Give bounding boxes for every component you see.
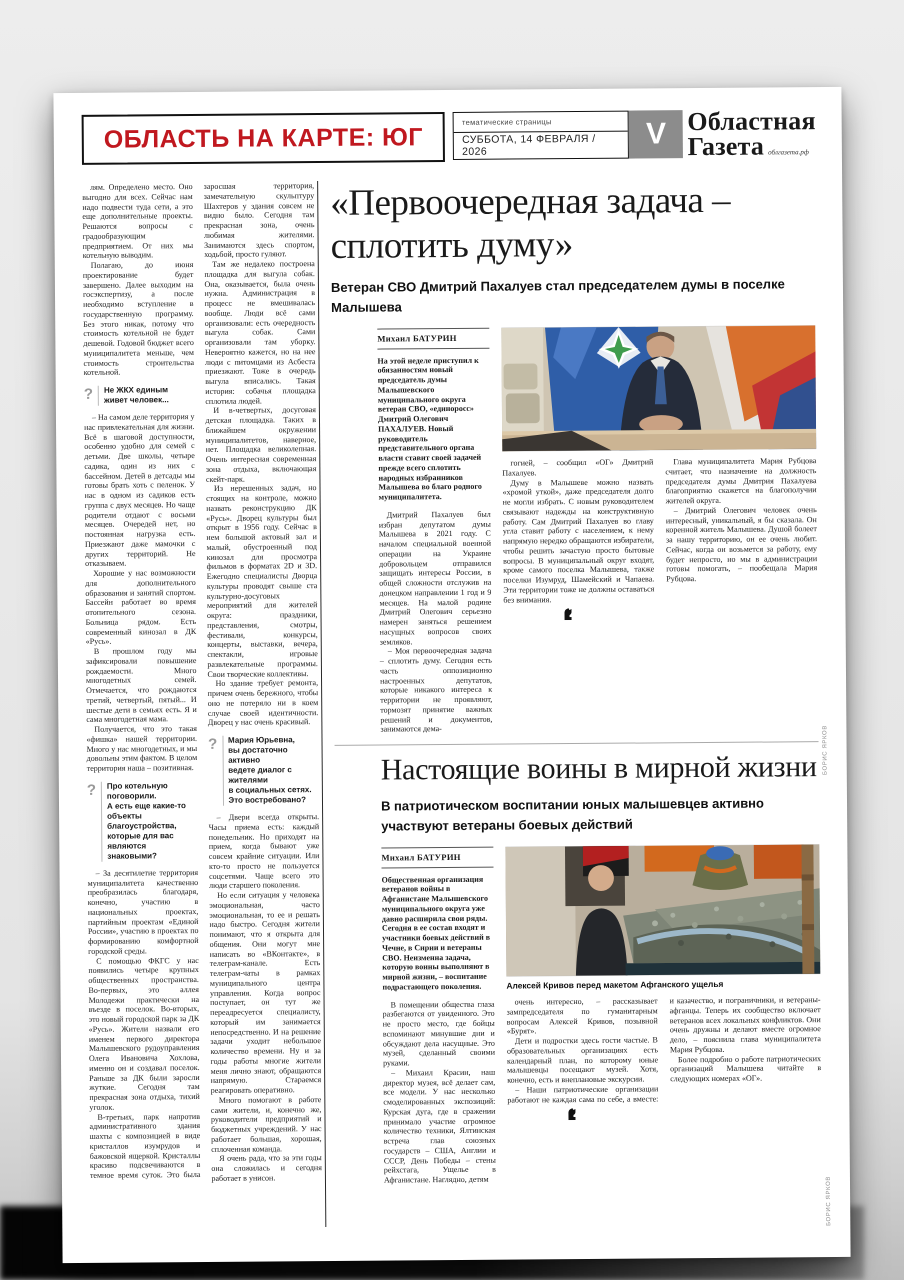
paragraph: Более подробно о работе патриотических организаций Малышева читайте в следующих номерах «ОГ».	[670, 1053, 822, 1084]
paragraph: Там же недалеко построена площадка для выгула собак. Она, оказывается, была очень нужна. Администрация в процесс не вмешивалась вообще. Люди всё сами организовали: есть очередность выгула собак. Сами организовали там уборку. Невероятно кажется, но на нее люди с питомцами из Асбеста приезжают. Тоже в очередь выгула вписались. Такая история: собачья площадка сплотила людей.	[204, 259, 316, 406]
question-mark-icon: ?	[207, 735, 218, 753]
article1-subtitle: Ветеран СВО Дмитрий Пахалуев стал председателем думы в поселке Малышева	[330, 276, 785, 315]
article-divider	[335, 741, 819, 746]
section-title: ОБЛАСТЬ НА КАРТЕ: ЮГ	[103, 122, 424, 154]
question-block-3	[208, 735, 319, 806]
question-title: Мария Юрьевна, вы достаточно активно ведете диалог с жителями в социальных сетях. Это востребовано?	[228, 735, 312, 805]
question-title: Не ЖКХ единым живет человек...	[103, 385, 169, 405]
paragraph: Полагаю, до июня проектирование будет завершено. Далее выходим на госэкспертизу, а после необходимо вступление в государственную программу. Без этого никак, потому что стоимость котельной не будет дешевой. Годовой бюджет всего муниципалитета меньше, чем стоимость строительства котельной.	[82, 260, 195, 378]
photo-aleksey-krivov-diorama	[505, 844, 820, 976]
article1-headline: «Первоочередная задача – сплотить думу»	[330, 179, 731, 267]
paragraph: – Михаил Красин, наш директор музея, всё делает сам, все модели. У нас несколько смоделированных экспозиций: Курская дуга, где в сражении принимало участие огромное количество техники, Ялтинская встреча глав союзных государств – США, Англии и СССР, День Победы – стены рейхстага, Ущелье в Афганистане. Наглядно, детям	[383, 1067, 496, 1185]
paragraph: лям. Определено место. Оно выгодно для всех. Сейчас нам надо подвести туда сети, а это еще дополнительные проекты. Решаются вопросы с градообразующим предприятием. От них мы котельную выводим.	[82, 182, 194, 261]
article2-after-photo	[507, 995, 822, 1105]
article2-first-column	[381, 847, 496, 1186]
article2-paragraphs	[383, 999, 496, 1185]
page-letter-box	[629, 110, 683, 158]
paragraph: Думу в Малышеве можно назвать «хромой уткой», даже председателя долго не могли избрать. С новым руководителем связывают надежды на конструктивную работу. Сам Дмитрий Пахалуев во главу угла ставит работу с населением, к нему напрямую нередко обращаются избиратели, чтобы решить зачастую просто бытовые вопросы. В муниципальный округ входят, кроме самого поселка Малышева, также поселки Изумруд, Шамейский и Чапаева. Эти территории тоже не должны оставаться без внимания.	[502, 477, 655, 605]
left-article-opening	[82, 182, 194, 378]
paragraph: Глава муниципалитета Мария Рубцова считает, что назначение на должность председателя думы Дмитрия Пахалуева благоприятно скажется на благополучии жителей округа.	[665, 456, 817, 506]
article1-after-photo	[502, 456, 817, 605]
issue-info-box	[453, 111, 629, 160]
section-title-box	[82, 112, 446, 165]
divider	[222, 736, 223, 806]
page-header	[82, 107, 816, 175]
question-block-1	[84, 385, 195, 406]
paragraph: – Дмитрий Олегович человек очень интересный, уникальный, я бы сказала. Он коренной житель Малышева. Душой болеет за нашу территорию, он ее очень любит. Сейчас, когда он возьмется за работу, ему будет непросто, но мы в администрации готовы помогать, – пообещала Мария Рубцова.	[665, 504, 818, 584]
masthead-line2: Газета	[687, 131, 765, 161]
paragraph: очень интересно, – рассказывает зампредседателя по гуманитарным вопросам Алексей Кривов, позывной «Бурят».	[506, 996, 658, 1036]
article2-author: Михаил БАТУРИН	[381, 847, 493, 868]
end-of-article-icon	[563, 608, 572, 620]
end-of-article-icon	[567, 1108, 576, 1120]
paragraph: Хорошие у нас возможности для дополнительного образования и занятий спортом. Бассейн работает во время отопительного сезона. Больница рядом. Есть современный кинозал в ДК «Русь».	[85, 568, 197, 647]
paragraph: Из нерешенных задач, но стоящих на контроле, можно назвать реконструкцию ДК «Русь». Дворец культуры был открыт в 1956 году. Сейчас в нем большой актовый зал и малый, обустроенный под кинозал для просмотра фильмов в форматах 2D и 3D. Ежегодно специалисты Дворца культуры проводят свыше ста культурно-досуговых мероприятий для жителей округа: праздники, представления, смотры, фестивали, конкурсы, концерты, выставки, вечера, спектакли, игровые развлекательные программы. Свои творческие коллективы.	[206, 483, 318, 679]
photo-credit: БОРИС ЯРКОВ	[825, 1175, 833, 1226]
question-mark-icon: ?	[83, 385, 94, 403]
answer-1	[84, 412, 197, 774]
article2-lead: Общественная организация ветеранов войны в Афганистане Малышевского муниципального округа уже давно расширила свои ряды. Сегодня в ее состав входят и участники боевых действий в Чечне, в Сирии и ветераны СВО. Неизменна задача, которую воины выполняют в мирной жизни, – воспитание подрастающего поколения.	[381, 874, 491, 992]
photo-caption: Алексей Кривов перед макетом Афганского ущелья	[506, 978, 724, 991]
paragraph: Но здание требует ремонта, причем очень бережного, чтобы оно не потеряло ни в коем случае своей идентичности. Дворец у нас очень красивый.	[207, 678, 319, 728]
article2-photo-block	[505, 844, 833, 1226]
main-region	[330, 173, 833, 1226]
article1-lead: На этой неделе приступил к обязанностям новый председатель думы Малышевского муниципального округа ветеран СВО, «единоросс» Дмитрий Олегович ПАХАЛУЕВ. Новый руководитель представительного органа власти ставит своей задачей прежде всего сплотить народных избранников Малышева во благо родного муниципалитета.	[377, 355, 482, 502]
paragraph: – Моя первоочередная задача – сплотить думу. Сегодня есть часть оппозиционно настроенных депутатов, которые никакого интереса к территории не проявляют, тормозят принятие важных решений и документов, занимаются дема-	[379, 646, 493, 734]
page-letter: V	[645, 117, 667, 151]
article1-author: Михаил БАТУРИН	[377, 328, 489, 349]
question-mark-icon: ?	[86, 781, 97, 799]
photo-dmitry-pakhaluev	[501, 325, 816, 451]
paragraph: Я очень рада, что за эти годы она сложилась и сегодня работает в унисон.	[211, 1153, 322, 1183]
article2-subtitle: В патриотическом воспитании юных малышевцев активно участвуют ветераны боевых действий	[380, 795, 765, 834]
paragraph: гогией, – сообщил «ОГ» Дмитрий Пахалуев.	[502, 457, 654, 478]
paragraph: В помещении общества глаза разбегаются от увиденного. Это не просто место, где бойцы вспоминают минувшие дни и обсуждают дела насущные. Это музей, сделанный своими руками.	[382, 999, 496, 1068]
paragraph: – За десятилетие территория муниципалитета качественно преобразилась благодаря, конечно, участию в национальных проектах, партийным проектам «Единой России», участию в проектах по формированию комфортной городской среды.	[87, 867, 199, 956]
photo-credit: БОРИС ЯРКОВ	[822, 725, 829, 776]
paragraph: В-третьих, парк напротив административного здания шахты с композицией в виде кристаллов изумрудов и бажовской ящеркой. Кристаллы красиво подсвечиваются в темное время суток. Это была заросшая территория, замечательную скульптуру Шахтеров у здания совсем не видно было. Сегодня там прекрасная зона, очень любимая жителями. Занимаются здесь спортом, ходьбой, просто гуляют.	[89, 181, 315, 1180]
paragraph: – Двери всегда открыты. Часы приема есть: каждый понедельник. Но приходят на прием, когда бывают уже совсем крайние ситуации. Или кто-то просто не пользуется соцсетями. Чаще всего это люди старшего поколения.	[208, 812, 320, 891]
paragraph: Дети и подростки здесь гости частые. В образовательных организациях есть календарный план, по которому юные малышевцы посещают музей. Хотя, конечно, есть и внеплановые экскурсии.	[506, 1035, 659, 1085]
issue-date: СУББОТА, 14 ФЕВРАЛЯ / 2026	[462, 132, 596, 158]
masthead-site: облгазета.рф	[768, 147, 809, 157]
article2-headline: Настоящие воины в мирной жизни	[380, 750, 817, 787]
paragraph: – На самом деле территория у нас привлекательная для жизни. Всё в шаговой доступности, особенно удобно для семей с детьми. Две школы, четыре садика, один из них с бассейном. Детей в детсады мы готовы брать хоть с пеленок. У нас в одном из садиков есть группа с двух месяцев. Но чаще родители отдают с восьми месяцев. Очередей нет, но постоянная нагрузка есть. Приезжают даже мамочки с других территорий. Не отказываем.	[84, 412, 196, 569]
divider	[98, 386, 99, 406]
paragraph: Дмитрий Пахалуев был избран депутатом думы Малышева в 2021 году. С началом специальной военной операции на Украине добровольцем отправился защищать интересы России, в общей сложности отслужив на донецком направлении 1 год и 9 месяцев. На малой родине Дмитрий Олегович серьезно намерен заняться решением насущных вопросов своих земляков.	[378, 509, 492, 647]
article-veterans	[335, 750, 833, 1226]
newspaper-page	[53, 87, 850, 1263]
left-article	[82, 181, 322, 1184]
paragraph: Но если ситуация у человека эмоциональная, часто эмоциональная, то ее и решать надо быстро. Сегодня жители понимают, что я открыта для общения. Они могут мне написать во «ВКонтакте», в телеграм-канале. Есть телеграм-чаты в рамках муниципального центра управления. Когда вопрос поступает, он тут же переадресуется специалисту, который им занимается непосредственно. И на решение задачи уходит небольшое количество времени. Ну и за годы работы многие жители меня лично знают, обращаются напрямую. Стараемся реагировать оперативно.	[209, 890, 322, 1095]
question-block-2	[87, 781, 198, 862]
divider	[101, 782, 102, 862]
paragraph: И в-четвертых, досуговая детская площадка. Таких в ближайшем окружении муниципалитетов, наверное, нет. Площадка великолепная. Очень интересная современная зона отдыха, включающая скейт-парк.	[205, 405, 317, 484]
article1-paragraphs	[379, 510, 493, 735]
paragraph: В прошлом году мы зафиксировали повышение рождаемости. Много многодетных семей. Отмечается, что рождаются третий, четвертый, пятый... И шестые дети в семьях есть. Я и сама многодетная мама.	[85, 646, 197, 725]
issue-tagline: тематические страницы	[454, 112, 628, 133]
question-title: Про котельную поговорили. А есть еще какие-то объекты благоустройства, которые для вас являются знаковыми?	[106, 780, 186, 861]
paragraph: Много помогают в работе сами жители, и, конечно же, руководители предприятий и бюджетных учреждений. У нас работает большая, хорошая, сплоченная команда.	[210, 1094, 322, 1154]
masthead-line1: Областная	[687, 106, 816, 137]
paragraph: Получается, что это такая «фишка» нашей территории. Много у нас многодетных, и мы довольны этим фактом. В целом территория наша – позитивная.	[86, 724, 198, 773]
article1-first-column	[377, 328, 492, 735]
paragraph: С помощью ФКГС у нас появились четыре крупных общественных пространства. Во-первых, это аллея Молодежи практически на въезде в поселок. Во-вторых, это новый городской парк за ДК «Русь». Жители назвали его именем первого директора Малышевского рудоуправления Олега Ивановича Хохлова, именно он и создавал поселок. Раньше за ДК были заросли жуткие. Сегодня там прекрасная зона отдыха, тихий уголок.	[88, 955, 200, 1112]
answer-3	[209, 812, 322, 1183]
masthead	[687, 107, 816, 170]
article2-body	[335, 844, 833, 1226]
paragraph: – Наши патриотические организации работают не каждая сама по себе, а вместе: и казачество, и пограничники, и ветераны-афганцы. Теперь их сообщество включает ветеранов всех локальных конфликтов. Они очень дружны и делают вместе огромное дело, – пояснила глава муниципалитета Мария Рубцова.	[507, 995, 821, 1105]
